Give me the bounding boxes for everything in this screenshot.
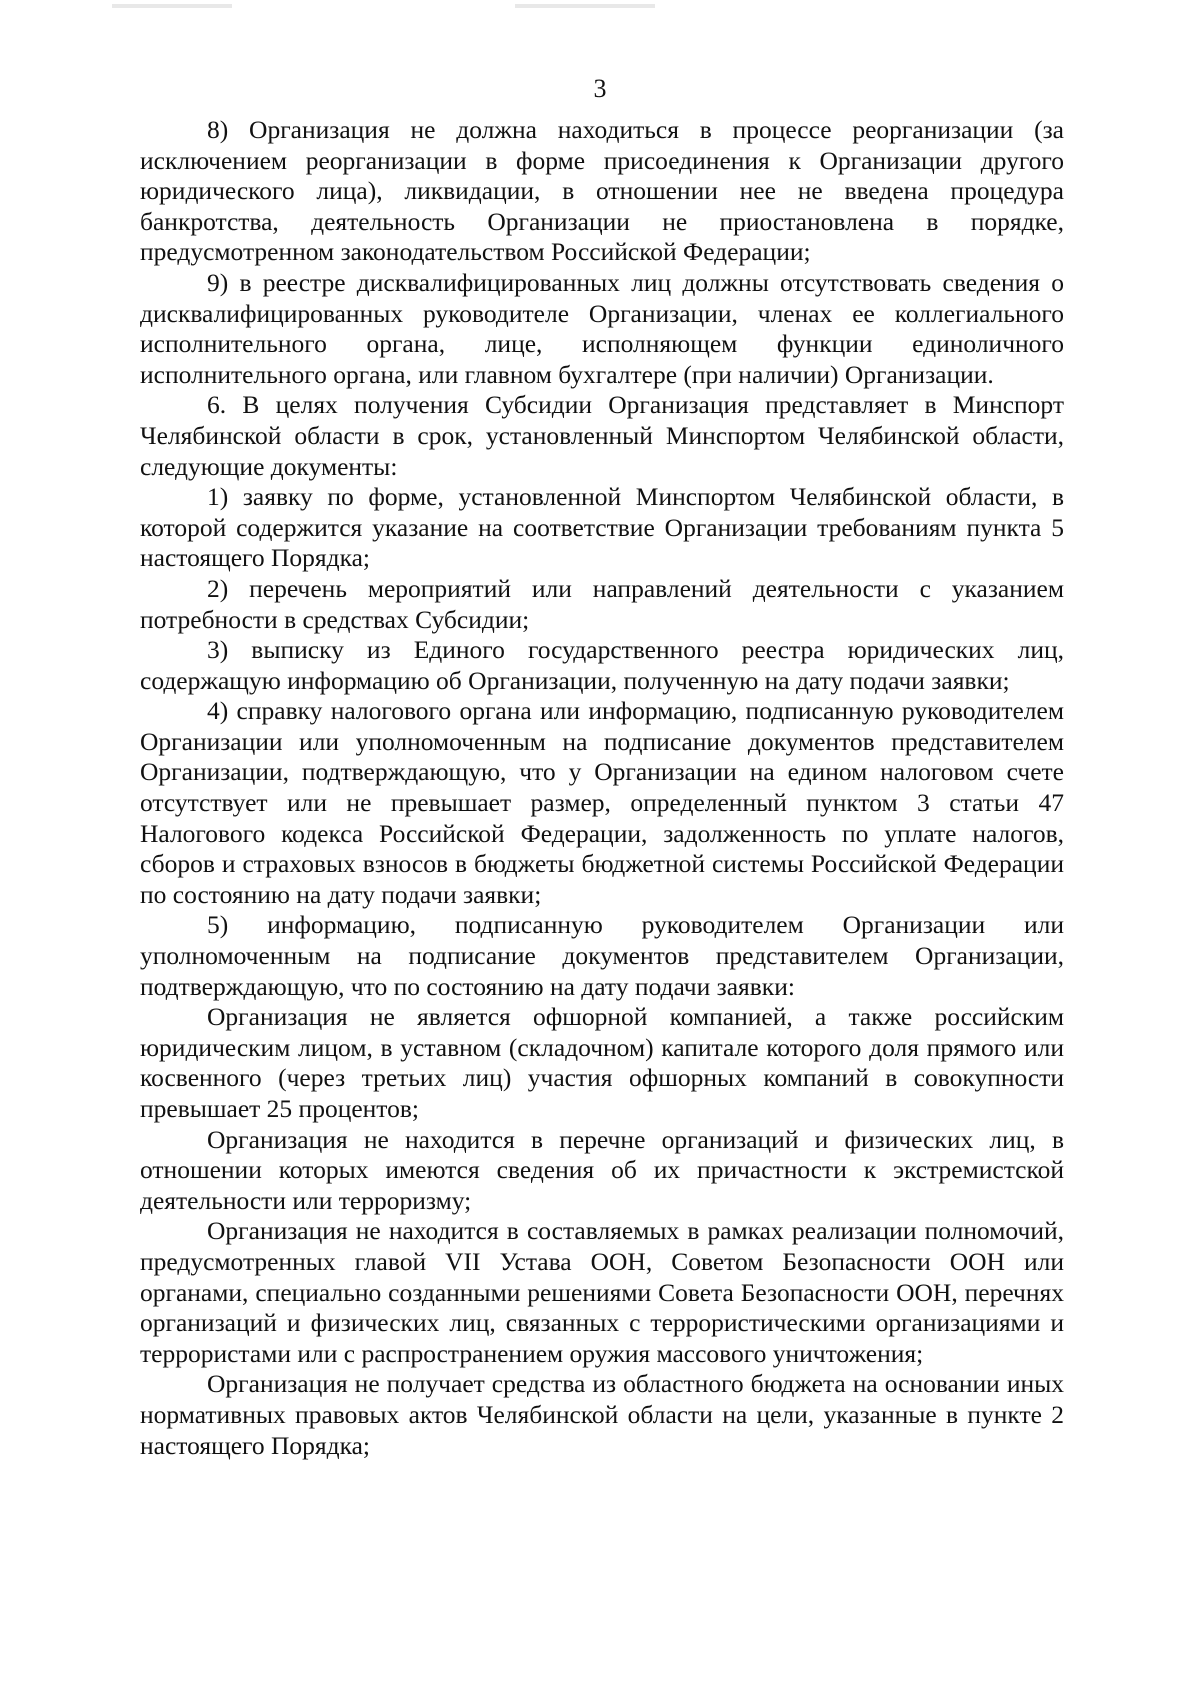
paragraph-un-lists: Организация не находится в составляемых в рамках реализации полномочий, предусмотренных главой VII Устава ООН, Советом Безопасности ООН или органами, специально созданными решениями Совета Безопасности ООН, перечнях организаций и физических лиц, связанных с террористическими организациями и террористами или с распространением оружия массового уничтожения; — [140, 1216, 1064, 1368]
paragraph-doc-5: 5) информацию, подписанную руководителем Организации или уполномоченным на подписание документов представителем Организации, подтверждающую, что по состоянию на дату подачи заявки: — [140, 910, 1064, 1001]
paragraph-extremism: Организация не находится в перечне организаций и физических лиц, в отношении которых имеются сведения об их причастности к экстремистской деятельности или терроризму; — [140, 1124, 1064, 1215]
paragraph-item-8: 8) Организация не должна находиться в процессе реорганизации (за исключением реорганизации в форме присоединения к Организации другого юридического лица), ликвидации, в отношении нее не введена процедура банкротства, деятельность Организации не приостановлена в порядке, предусмотренном законодательством Российской Федерации; — [140, 115, 1064, 267]
paragraph-doc-2: 2) перечень мероприятий или направлений деятельности с указанием потребности в средствах Субсидии; — [140, 573, 1064, 634]
paragraph-offshore: Организация не является офшорной компанией, а также российским юридическим лицом, в уставном (складочном) капитале которого доля прямого или косвенного (через третьих лиц) участия офшорных компаний в совокупности превышает 25 процентов; — [140, 1002, 1064, 1123]
scan-artifact — [112, 4, 232, 8]
page-number: 3 — [593, 74, 607, 103]
scan-artifact — [515, 4, 655, 8]
paragraph-item-9: 9) в реестре дисквалифицированных лиц должны отсутствовать сведения о дисквалифицированных руководителе Организации, членах ее коллегиального исполнительного органа, лице, исполняющем функции единоличного исполнительного органа, или главном бухгалтере (при наличии) Организации. — [140, 267, 1064, 389]
paragraph-doc-4: 4) справку налогового органа или информацию, подписанную руководителем Организации или уполномоченным на подписание документов представителем Организации, подтверждающую, что у Организации на едином налоговом счете отсутствует или не превышает размер, определенный пунктом 3 статьи 47 Налогового кодекса Российской Федерации, задолженность по уплате налогов, сборов и страховых взносов в бюджеты бюджетной системы Российской Федерации по состоянию на дату подачи заявки; — [140, 696, 1064, 909]
paragraph-doc-1: 1) заявку по форме, установленной Минспортом Челябинской области, в которой содержится указание на соответствие Организации требованиям пункта 5 настоящего Порядка; — [140, 482, 1064, 573]
paragraph-doc-3: 3) выписку из Единого государственного реестра юридических лиц, содержащую информацию об Организации, полученную на дату подачи заявки; — [140, 635, 1064, 695]
paragraph-section-6: 6. В целях получения Субсидии Организация представляет в Минспорт Челябинской области в срок, установленный Минспортом Челябинской области, следующие документы: — [140, 390, 1064, 481]
paragraph-budget: Организация не получает средства из областного бюджета на основании иных нормативных правовых актов Челябинской области на цели, указанные в пункте 2 настоящего Порядка; — [140, 1369, 1064, 1460]
document-body — [140, 115, 1064, 1461]
